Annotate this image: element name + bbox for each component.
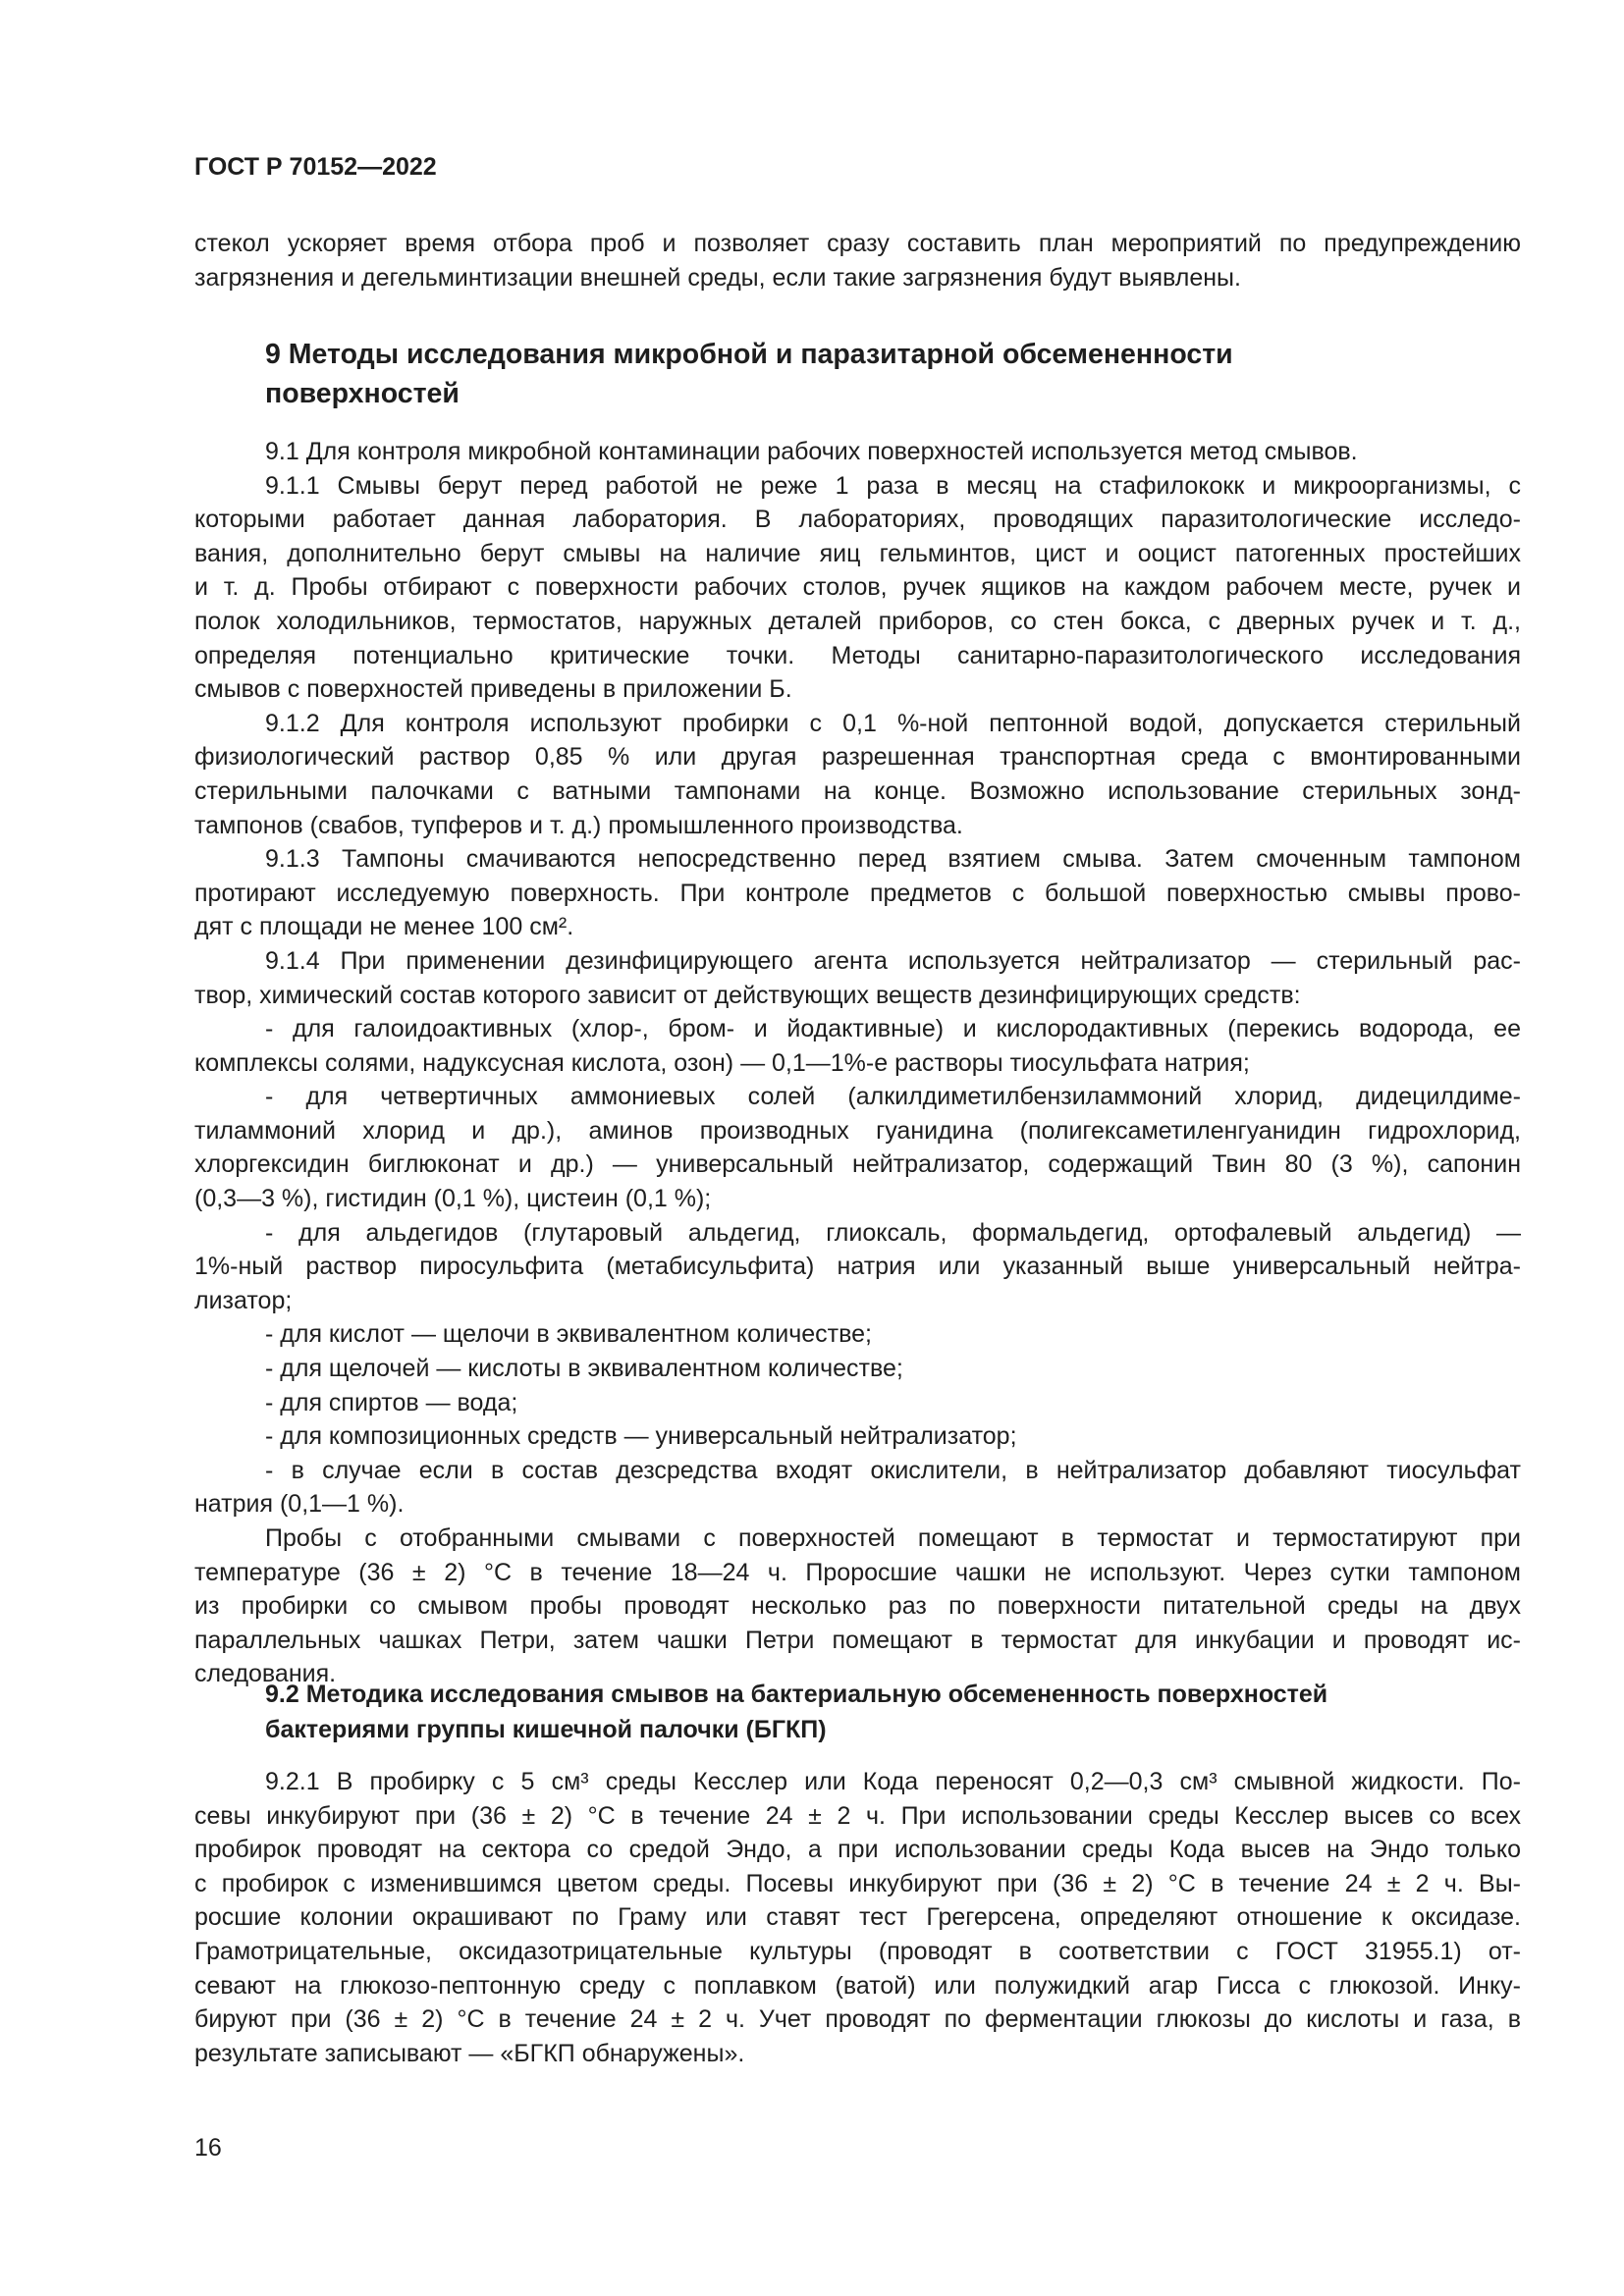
text-line: и т. д. Пробы отбирают с поверхности рабочих столов, ручек ящиков на каждом рабочем месте, ручек и bbox=[194, 573, 1521, 602]
text-line: хлоргексидин биглюконат и др.) — универсальный нейтрализатор, содержащий Твин 80 (3 %), сапонин bbox=[194, 1150, 1521, 1179]
text-line: Пробы с отобранными смывами с поверхностей помещают в термостат и термостатируют при bbox=[265, 1524, 1521, 1552]
text-line: вания, дополнительно берут смывы на наличие яиц гельминтов, цист и ооцист патогенных простейших bbox=[194, 539, 1521, 567]
text-line: тампонов (свабов, тупферов и т. д.) промышленного производства. bbox=[194, 811, 963, 839]
paragraph bbox=[194, 335, 1521, 413]
text-line: 9.2.1 В пробирку с 5 см³ среды Кесслер или Кода переносят 0,2—0,3 см³ смывной жидкости. По- bbox=[265, 1768, 1521, 1795]
text-line: следования. bbox=[194, 1660, 337, 1688]
text-line: параллельных чашках Петри, затем чашки Петри помещают в термостат для инкубации и проводят ис- bbox=[194, 1626, 1521, 1654]
paragraph bbox=[194, 1012, 1521, 1080]
text-line: которыми работает данная лаборатория. В лабораториях, проводящих паразитологические исследо- bbox=[194, 506, 1521, 534]
text-line: - в случае если в состав дезсредства входят окислители, в нейтрализатор добавляют тиосульфат bbox=[265, 1456, 1521, 1484]
text-line: севы инкубируют при (36 ± 2) °С в течение 24 ± 2 ч. При использовании среды Кесслер высев со всех bbox=[194, 1801, 1521, 1830]
paragraph bbox=[194, 944, 1521, 1012]
paragraph bbox=[194, 469, 1521, 707]
text-line: 9 Методы исследования микробной и паразитарной обсемененности bbox=[265, 339, 1233, 370]
text-line: полок холодильников, термостатов, наружных деталей приборов, со стен бокса, с дверных ручек и т. д., bbox=[194, 607, 1521, 635]
subsection-9-2-heading bbox=[194, 1677, 1521, 1747]
section-9-body bbox=[194, 435, 1521, 1691]
text-line: - для альдегидов (глутаровый альдегид, глиоксаль, формальдегид, ортофалевый альдегид) — bbox=[265, 1218, 1521, 1247]
text-line: загрязнения и дегельминтизации внешней среды, если такие загрязнения будут выявлены. bbox=[194, 263, 1241, 292]
text-line: - для кислот — щелочи в эквивалентном количестве; bbox=[265, 1320, 872, 1349]
text-line: определяя потенциально критические точки. Методы санитарно-паразитологического исследования bbox=[194, 641, 1521, 669]
text-line: севают на глюкозо-пептонную среду с поплавком (ватой) или полужидкий агар Гисса с глюкозой. Инку- bbox=[194, 1971, 1521, 2000]
text-line: - для композиционных средств — универсальный нейтрализатор; bbox=[265, 1422, 1017, 1451]
text-line: пробирок проводят на сектора со средой Эндо, а при использовании среды Кода высев на Эндо только bbox=[194, 1836, 1521, 1864]
text-line: стекол ускоряет время отбора проб и позволяет сразу составить план мероприятий по предупреждению bbox=[194, 230, 1521, 257]
page-number: 16 bbox=[194, 2134, 222, 2162]
subsection-9-2-body bbox=[194, 1765, 1521, 2070]
text-line: лизатор; bbox=[194, 1286, 293, 1314]
text-line: натрия (0,1—1 %). bbox=[194, 1490, 405, 1519]
paragraph bbox=[194, 707, 1521, 842]
text-line: поверхностей bbox=[265, 378, 460, 409]
paragraph bbox=[194, 1080, 1521, 1215]
paragraph bbox=[194, 1216, 1521, 1318]
paragraph bbox=[194, 1765, 1521, 2070]
text-line: 9.1.4 При применении дезинфицирующего агента используется нейтрализатор — стерильный рас- bbox=[265, 946, 1521, 975]
text-line: 9.1 Для контроля микробной контаминации рабочих поверхностей используется метод смывов. bbox=[265, 438, 1358, 465]
intro-continuation bbox=[194, 227, 1521, 294]
paragraph bbox=[194, 842, 1521, 944]
text-line: тиламмоний хлорид и др.), аминов производных гуанидина (полигексаметиленгуанидин гидрохлорид, bbox=[194, 1116, 1521, 1145]
paragraph bbox=[194, 1352, 1521, 1386]
paragraph bbox=[194, 1522, 1521, 1691]
text-line: комплексы солями, надуксусная кислота, озон) — 0,1—1%-е растворы тиосульфата натрия; bbox=[194, 1048, 1250, 1077]
text-line: смывов с поверхностей приведены в приложении Б. bbox=[194, 675, 792, 704]
text-line: 9.1.3 Тампоны смачиваются непосредственно перед взятием смыва. Затем смоченным тампоном bbox=[265, 845, 1521, 874]
text-line: результате записывают — «БГКП обнаружены». bbox=[194, 2039, 745, 2067]
text-line: - для четвертичных аммониевых солей (алкилдиметилбензиламмоний хлорид, дидецилдиме- bbox=[265, 1083, 1521, 1111]
text-line: температуре (36 ± 2) °С в течение 18—24 ч. Проросшие чашки не используют. Через сутки тампоном bbox=[194, 1558, 1521, 1586]
document-header: ГОСТ Р 70152—2022 bbox=[194, 153, 437, 181]
text-line: 9.1.1 Смывы берут перед работой не реже 1 раза в месяц на стафилококк и микроорганизмы, с bbox=[265, 471, 1521, 500]
text-line: - для галоидоактивных (хлор-, бром- и йодактивные) и кислородактивных (перекись водорода, ее bbox=[265, 1015, 1521, 1043]
section-9-heading bbox=[194, 335, 1521, 413]
text-line: - для спиртов — вода; bbox=[265, 1388, 518, 1416]
paragraph bbox=[194, 1677, 1521, 1747]
paragraph bbox=[194, 227, 1521, 294]
text-line: 1%-ный раствор пиросульфита (метабисульфита) натрия или указанный выше универсальный нейтра- bbox=[194, 1253, 1521, 1281]
text-line: физиологический раствор 0,85 % или другая разрешенная транспортная среда с вмонтированными bbox=[194, 743, 1521, 772]
text-line: росшие колонии окрашивают по Граму или ставят тест Грегерсена, определяют отношение к оксидазе. bbox=[194, 1903, 1521, 1932]
text-line: 9.1.2 Для контроля используют пробирки с 0,1 %-ной пептонной водой, допускается стерильный bbox=[265, 709, 1521, 737]
text-line: стерильными палочками с ватными тампонами на конце. Возможно использование стерильных зонд- bbox=[194, 776, 1521, 805]
text-line: из пробирки со смывом пробы проводят несколько раз по поверхности питательной среды на двух bbox=[194, 1592, 1521, 1621]
paragraph bbox=[194, 1454, 1521, 1522]
paragraph bbox=[194, 1317, 1521, 1352]
text-line: бактериями группы кишечной палочки (БГКП) bbox=[265, 1716, 827, 1743]
text-line: 9.2 Методика исследования смывов на бактериальную обсемененность поверхностей bbox=[265, 1681, 1328, 1708]
text-line: дят с площади не менее 100 см². bbox=[194, 913, 574, 941]
text-line: - для щелочей — кислоты в эквивалентном количестве; bbox=[265, 1355, 903, 1383]
text-line: твор, химический состав которого зависит от действующих веществ дезинфицирующих средств: bbox=[194, 981, 1301, 1009]
paragraph bbox=[194, 435, 1521, 469]
paragraph bbox=[194, 1419, 1521, 1454]
text-line: (0,3—3 %), гистидин (0,1 %), цистеин (0,1 %); bbox=[194, 1185, 712, 1213]
text-line: Грамотрицательные, оксидазотрицательные культуры (проводят в соответствии с ГОСТ 31955.1) от- bbox=[194, 1937, 1521, 1965]
text-line: протирают исследуемую поверхность. При контроле предметов с большой поверхностью смывы прово- bbox=[194, 879, 1521, 907]
paragraph bbox=[194, 1386, 1521, 1420]
text-line: с пробирок с изменившимся цветом среды. Посевы инкубируют при (36 ± 2) °С в течение 24 ± 2 ч. Вы- bbox=[194, 1869, 1521, 1897]
text-line: бируют при (36 ± 2) °С в течение 24 ± 2 ч. Учет проводят по ферментации глюкозы до кислоты и газа, в bbox=[194, 2005, 1521, 2034]
